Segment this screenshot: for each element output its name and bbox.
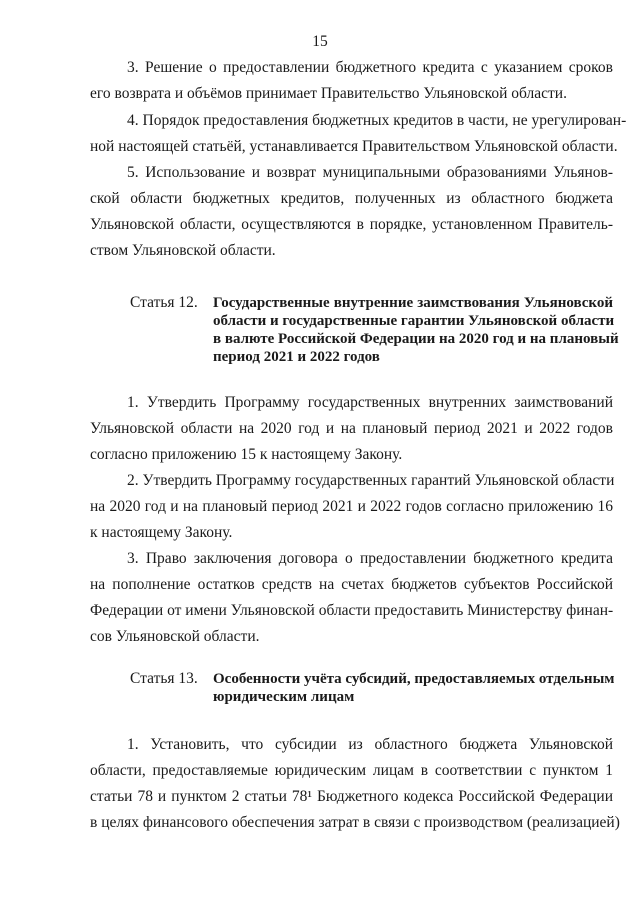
article-13-title-line: юридическим лицам xyxy=(213,689,355,705)
paragraph-line: ством Ульяновской области. xyxy=(90,242,276,259)
page-number: 15 xyxy=(312,33,328,50)
paragraph-line: Федерации от имени Ульяновской области предоставить Министерству финан- xyxy=(90,602,614,619)
paragraph-line: к настоящему Закону. xyxy=(90,524,233,541)
paragraph-line: 1. Установить, что субсидии из областного бюджета Ульяновской xyxy=(127,736,613,753)
paragraph-line: 4. Порядок предоставления бюджетных кредитов в части, не урегулирован- xyxy=(127,112,627,129)
paragraph-line: статьи 78 и пунктом 2 статьи 78¹ Бюджетного кодекса Российской Федерации xyxy=(90,788,613,805)
paragraph-line: согласно приложению 15 к настоящему Закону. xyxy=(90,446,403,463)
paragraph-line: на 2020 год и на плановый период 2021 и 2022 годов согласно приложению 16 xyxy=(90,498,613,515)
paragraph-line: Ульяновской области, осуществляются в порядке, установленном Правитель- xyxy=(90,216,613,233)
paragraph-line: 2. Утвердить Программу государственных гарантий Ульяновской области xyxy=(127,472,615,489)
paragraph-line: 3. Решение о предоставлении бюджетного кредита с указанием сроков xyxy=(127,59,613,76)
paragraph-line: на пополнение остатков средств на счетах бюджетов субъектов Российской xyxy=(90,576,613,593)
article-12-title-line: Государственные внутренние заимствования Ульяновской xyxy=(213,295,613,311)
article-12-title-line: в валюте Российской Федерации на 2020 год и на плановый xyxy=(213,331,619,347)
paragraph-line: в целях финансового обеспечения затрат в связи с производством (реализацией) xyxy=(90,814,620,831)
article-13-title-line: Особенности учёта субсидий, предоставляемых отдельным xyxy=(213,671,615,687)
paragraph-line: области, предоставляемые юридическим лицам в соответствии с пунктом 1 xyxy=(90,762,613,779)
article-12-title-line: области и государственные гарантии Ульяновской области xyxy=(213,313,615,329)
paragraph-line: ской области бюджетных кредитов, полученных из областного бюджета xyxy=(90,190,613,207)
article-12-title-line: период 2021 и 2022 годов xyxy=(213,349,380,365)
paragraph-line: 1. Утвердить Программу государственных внутренних заимствований xyxy=(127,394,613,411)
article-12-label: Статья 12. xyxy=(130,294,198,311)
paragraph-line: его возврата и объёмов принимает Правительство Ульяновской области. xyxy=(90,85,567,102)
paragraph-line: 5. Использование и возврат муниципальными образованиями Ульянов- xyxy=(127,164,613,181)
paragraph-line: Ульяновской области на 2020 год и на плановый период 2021 и 2022 годов xyxy=(90,420,613,437)
paragraph-line: сов Ульяновской области. xyxy=(90,628,260,645)
paragraph-line: 3. Право заключения договора о предоставлении бюджетного кредита xyxy=(127,550,613,567)
article-13-label: Статья 13. xyxy=(130,670,198,687)
paragraph-line: ной настоящей статьёй, устанавливается Правительством Ульяновской области. xyxy=(90,138,618,155)
